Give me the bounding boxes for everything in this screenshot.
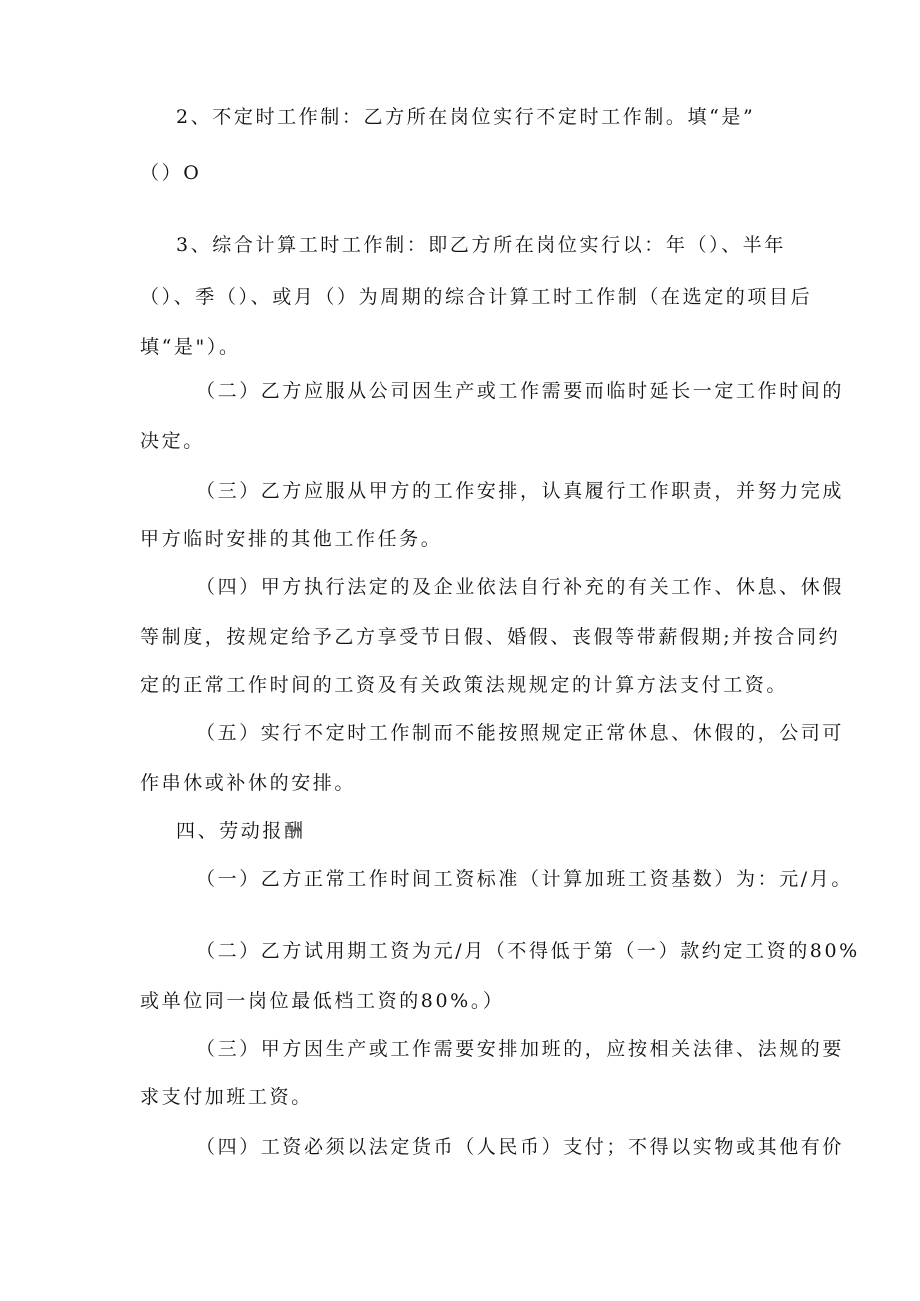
paragraph-line: 求支付加班工资。 <box>140 1086 313 1108</box>
paragraph-line: 或单位同一岗位最低档工资的80%。） <box>140 990 505 1012</box>
paragraph-line: 填“是"）。 <box>140 336 241 358</box>
paragraph-line: （四）甲方执行法定的及企业依法自行补充的有关工作、休息、休假 <box>196 576 845 598</box>
section-heading: 四、劳动报酬 <box>176 820 306 842</box>
paragraph-line: 定的正常工作时间的工资及有关政策法规规定的计算方法支付工资。 <box>140 674 789 696</box>
paragraph-line: （二）乙方应服从公司因生产或工作需要而临时延长一定工作时间的 <box>196 380 845 402</box>
paragraph-line: （一）乙方正常工作时间工资标准（计算加班工资基数）为：元/月。 <box>196 868 854 890</box>
paragraph-line: （二）乙方试用期工资为元/月（不得低于第（一）款约定工资的80% <box>196 940 860 962</box>
paragraph-line: （）、季（）、或月（）为周期的综合计算工时工作制（在选定的项目后 <box>140 286 813 308</box>
paragraph-line: 2、不定时工作制：乙方所在岗位实行不定时工作制。填“是” <box>176 106 756 128</box>
paragraph-line: （四）工资必须以法定货币（人民币）支付；不得以实物或其他有价 <box>196 1136 845 1158</box>
paragraph-line: 决定。 <box>140 430 205 452</box>
paragraph-line: （三）乙方应服从甲方的工作安排，认真履行工作职责，并努力完成 <box>196 480 845 502</box>
paragraph-line: 甲方临时安排的其他工作任务。 <box>140 528 443 550</box>
paragraph-line: 作串休或补休的安排。 <box>140 772 357 794</box>
paragraph-line: 等制度，按规定给予乙方享受节日假、婚假、丧假等带薪假期;并按合同约 <box>140 626 841 648</box>
paragraph-line: 3、综合计算工时工作制：即乙方所在岗位实行以：年（）、半年 <box>176 234 786 256</box>
paragraph-line: （）O <box>140 162 202 184</box>
paragraph-line: （五）实行不定时工作制而不能按照规定正常休息、休假的，公司可 <box>196 722 845 744</box>
paragraph-line: （三）甲方因生产或工作需要安排加班的，应按相关法律、法规的要 <box>196 1038 845 1060</box>
